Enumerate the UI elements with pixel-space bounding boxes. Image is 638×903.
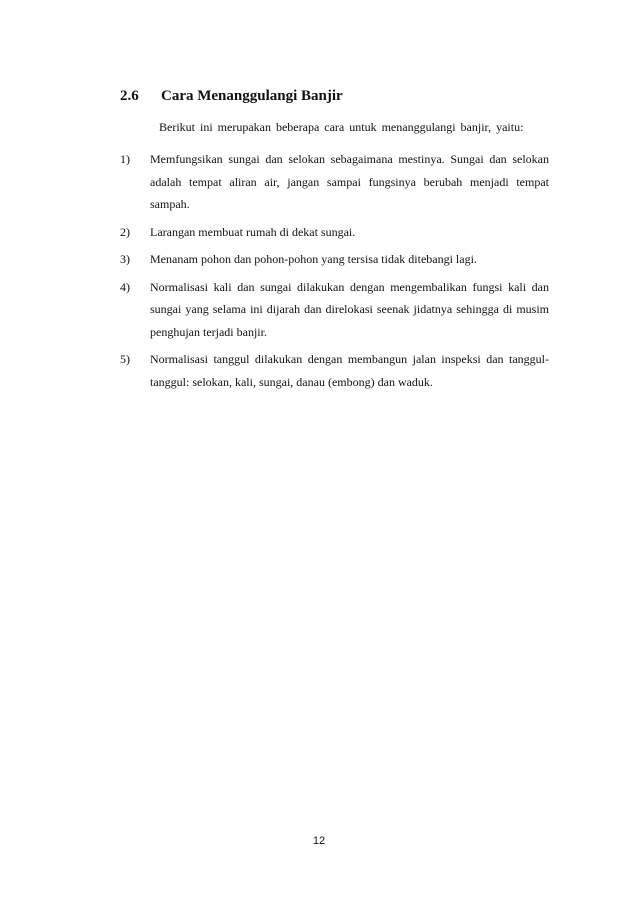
list-item-text: Memfungsikan sungai dan selokan sebagaimana mestinya. Sungai dan selokan adalah tempat aliran air, jangan sampai fungsinya berubah menjadi tempat sampah. <box>150 152 549 211</box>
list-item <box>120 348 549 393</box>
list-item-text: Normalisasi kali dan sungai dilakukan dengan mengembalikan fungsi kali dan sungai yang selama ini dijarah dan direlokasi seenak jidatnya sehingga di musim penghujan terjadi banjir. <box>150 279 549 339</box>
list-item-text: Larangan membuat rumah di dekat sungai. <box>150 224 356 239</box>
page-number: 12 <box>312 835 326 847</box>
section-heading <box>120 88 343 105</box>
list-item <box>120 276 549 344</box>
list-item <box>120 221 549 244</box>
list-item <box>120 248 549 271</box>
list-item-text: Menanam pohon dan pohon-pohon yang tersisa tidak ditebangi lagi. <box>150 252 477 266</box>
list-marker: 4) <box>120 279 130 294</box>
method-list <box>120 148 549 398</box>
list-marker: 5) <box>120 352 130 366</box>
section-number: 2.6 <box>120 88 139 104</box>
list-item <box>120 148 549 216</box>
list-item-text: Normalisasi tanggul dilakukan dengan membangun jalan inspeksi dan tanggul-tanggul: selokan, kali, sungai, danau (embong) dan waduk. <box>150 352 549 389</box>
list-marker: 2) <box>120 224 130 239</box>
list-marker: 1) <box>120 152 130 166</box>
intro-paragraph: Berikut ini merupakan beberapa cara untuk menanggulangi banjir, yaitu: <box>159 120 524 134</box>
list-marker: 3) <box>120 252 130 266</box>
section-title: Cara Menanggulangi Banjir <box>161 88 343 104</box>
